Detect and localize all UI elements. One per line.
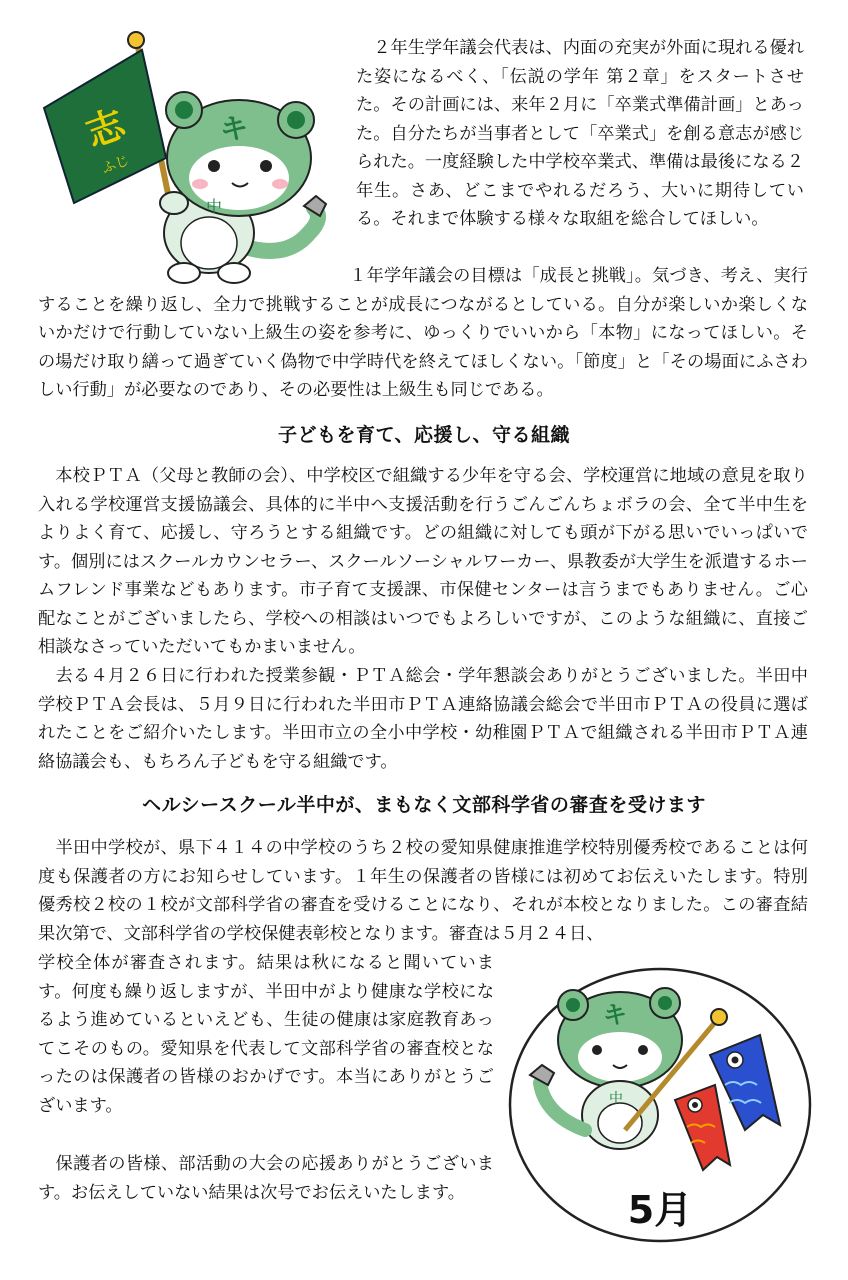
paragraph-club-support: 保護者の皆様、部活動の大会の応援ありがとうございます。お伝えしていない結果は次号でお伝えいたします。 <box>38 1154 494 1203</box>
paragraph-healthy-school-review: 学校全体が審査されます。結果は秋になると聞いています。何度も繰り返しますが、半田中がより健康な学校になるよう進めているといえども、生徒の健康は家庭教育あってこそのもの。愛知県を代表して文部科学省の審査校となったのは保護者の皆様のおかげです。本当にありがとうございます。 <box>38 953 494 1116</box>
svg-text:中: 中 <box>609 1091 623 1107</box>
paragraph-grade2-council: ２年生学年議会代表は、内面の充実が外面に現れる優れた姿になるべく、「伝説の学年 第２章」をスタートさせた。その計画には、来年２月に「卒業式準備計画」とあった。自分たちが当事者として「卒業式」を創る意志が感じられた。一度経験した中学校卒業式、準備は最後になる２年生。さあ、どこまでやれるだろう、大いに期待している。それまで体験する様々な取組を総合してほしい。 <box>356 38 804 229</box>
svg-text:キ: キ <box>603 1001 627 1029</box>
svg-text:キ: キ <box>220 112 249 145</box>
flag-subtext: ふじ <box>99 152 132 178</box>
paragraph-grade1-council: １年学年議会の目標は「成長と挑戦」。気づき、考え、実行することを繰り返し、全力で挑戦することが成長につながるとしている。自分が楽しいか楽しくないかだけで行動していない上級生の姿を参考に、ゆっくりでいいから「本物」になってほしい。その場だけ取り繕って過ぎていく偽物で中学時代を終えてほしくない。「節度」と「その場面にふさわしい行動」が必要なのであり、その必要性は上級生も同じである。 <box>38 266 808 400</box>
paragraph-healthy-school-intro: 半田中学校が、県下４１４の中学校のうち２校の愛知県健康推進学校特別優秀校であることは何度も保護者の方にお知らせしています。１年生の保護者の皆様には初めてお伝えいたします。特別優秀校２校の１校が文部科学省の審査を受けることになり、それが本校となりました。この審査結果次第で、文部科学省の学校保健表彰校となります。審査は５月２４日、 <box>38 838 808 944</box>
month-badge-text: 5月 <box>627 1188 693 1232</box>
svg-text:中: 中 <box>206 197 223 216</box>
section-heading-healthy-school: ヘルシースクール半中が、まもなく文部科学省の審査を受けます <box>142 794 706 816</box>
flag-kanji: 志 <box>80 101 131 156</box>
tiger-mascot-with-flag <box>34 28 344 290</box>
paragraph-support-organizations: 本校ＰＴＡ（父母と教師の会）、中学校区で組織する少年を守る会、学校運営に地域の意見を取り入れる学校運営支援協議会、具体的に半中へ支援活動を行うごんごんちょボラの会、全て半中生をよりよく育て、応援し、守ろうとする組織です。どの組織に対しても頭が下がる思いでいっぱいです。個別にはスクールカウンセラー、スクールソーシャルワーカー、県教委が大学生を派遣するホームフレンド事業などもあります。市子育て支援課、市保健センターは言うまでもありません。ご心配なことがございましたら、学校への相談はいつでもよろしいですが、このような組織に、直接ご相談なさっていただいてもかまいません。 <box>38 466 808 657</box>
may-badge-tiger-koinobori <box>505 965 815 1245</box>
section-heading-organizations: 子どもを育て、応援し、守る組織 <box>277 424 571 446</box>
paragraph-pta-meeting: 去る４月２６日に行われた授業参観・ＰＴＡ総会・学年懇談会ありがとうございました。半田中学校ＰＴＡ会長は、５月９日に行われた半田市ＰＴＡ連絡協議会総会で半田市ＰＴＡの役員に選ばれたことをご紹介いたします。半田市立の全小中学校・幼稚園ＰＴＡで組織される半田市ＰＴＡ連絡協議会も、もちろん子どもを守る組織です。 <box>38 666 808 772</box>
